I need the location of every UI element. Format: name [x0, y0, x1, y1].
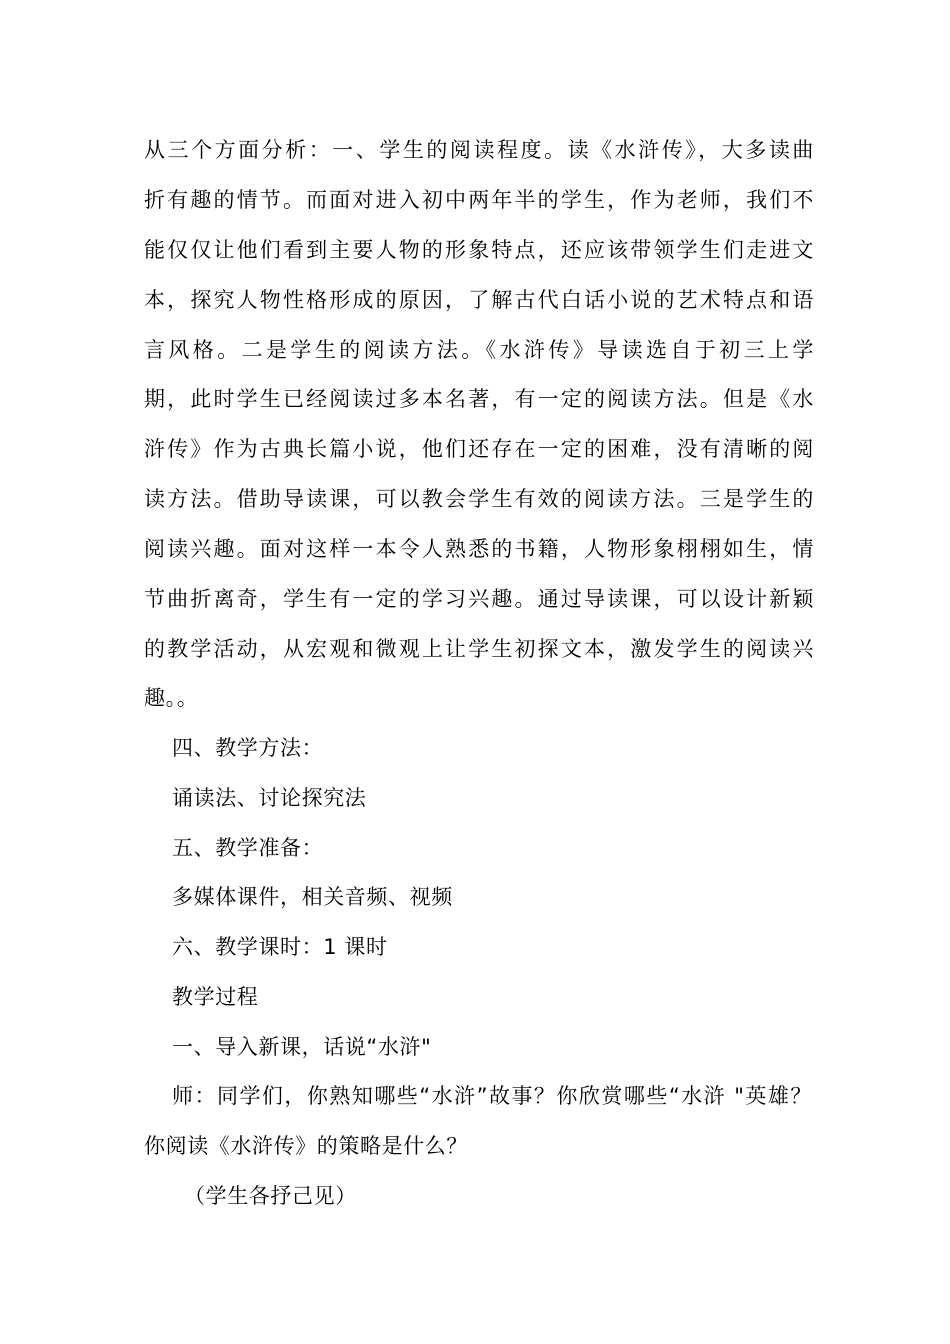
paragraph-line-4: 本，探究人物性格形成的原因，了解古代白话小说的艺术特点和语: [144, 288, 814, 312]
paragraph-line-6: 期，此时学生已经阅读过多本名著，有一定的阅读方法。但是《水: [144, 387, 814, 411]
paragraph-line-11: 的教学活动，从宏观和微观上让学生初探文本，激发学生的阅读兴: [144, 637, 814, 661]
paragraph-line-9: 阅读兴趣。面对这样一本令人熟悉的书籍，人物形象栩栩如生，情: [144, 537, 814, 561]
section4-heading: 四、教学方法：: [172, 736, 324, 760]
teacher-line-1: 师：同学们，你熟知哪些“水浒”故事？你欣赏哪些“水浒 "英雄？: [172, 1084, 812, 1108]
process-heading: 教学过程: [172, 985, 259, 1009]
teacher-line-2: 你阅读《水浒传》的策略是什么？: [144, 1134, 468, 1158]
paragraph-line-5: 言风格。二是学生的阅读方法。《水浒传》导读选自于初三上学: [144, 338, 814, 362]
paragraph-line-7: 浒传》作为古典长篇小说，他们还存在一定的困难，没有清晰的阅: [144, 437, 814, 461]
paragraph-line-12: 趣。。: [144, 686, 199, 710]
step1-heading: 一、导入新课，话说“水浒": [172, 1035, 432, 1059]
paragraph-line-1: 从三个方面分析：一、学生的阅读程度。读《水浒传》，大多读曲: [144, 138, 814, 162]
section5-heading: 五、教学准备：: [172, 836, 324, 860]
student-response: （学生各抒己见）: [184, 1184, 357, 1208]
paragraph-line-2: 折有趣的情节。而面对进入初中两年半的学生，作为老师，我们不: [144, 188, 814, 212]
paragraph-line-3: 能仅仅让他们看到主要人物的形象特点，还应该带领学生们走进文: [144, 238, 814, 262]
section6-heading: 六、教学课时：1 课时: [172, 935, 388, 959]
paragraph-line-10: 节曲折离奇，学生有一定的学习兴趣。通过导读课，可以设计新颖: [144, 587, 814, 611]
paragraph-line-8: 读方法。借助导读课，可以教会学生有效的阅读方法。三是学生的: [144, 487, 814, 511]
section4-content: 诵读法、讨论探究法: [172, 786, 367, 810]
section5-content: 多媒体课件，相关音频、视频: [172, 885, 453, 909]
